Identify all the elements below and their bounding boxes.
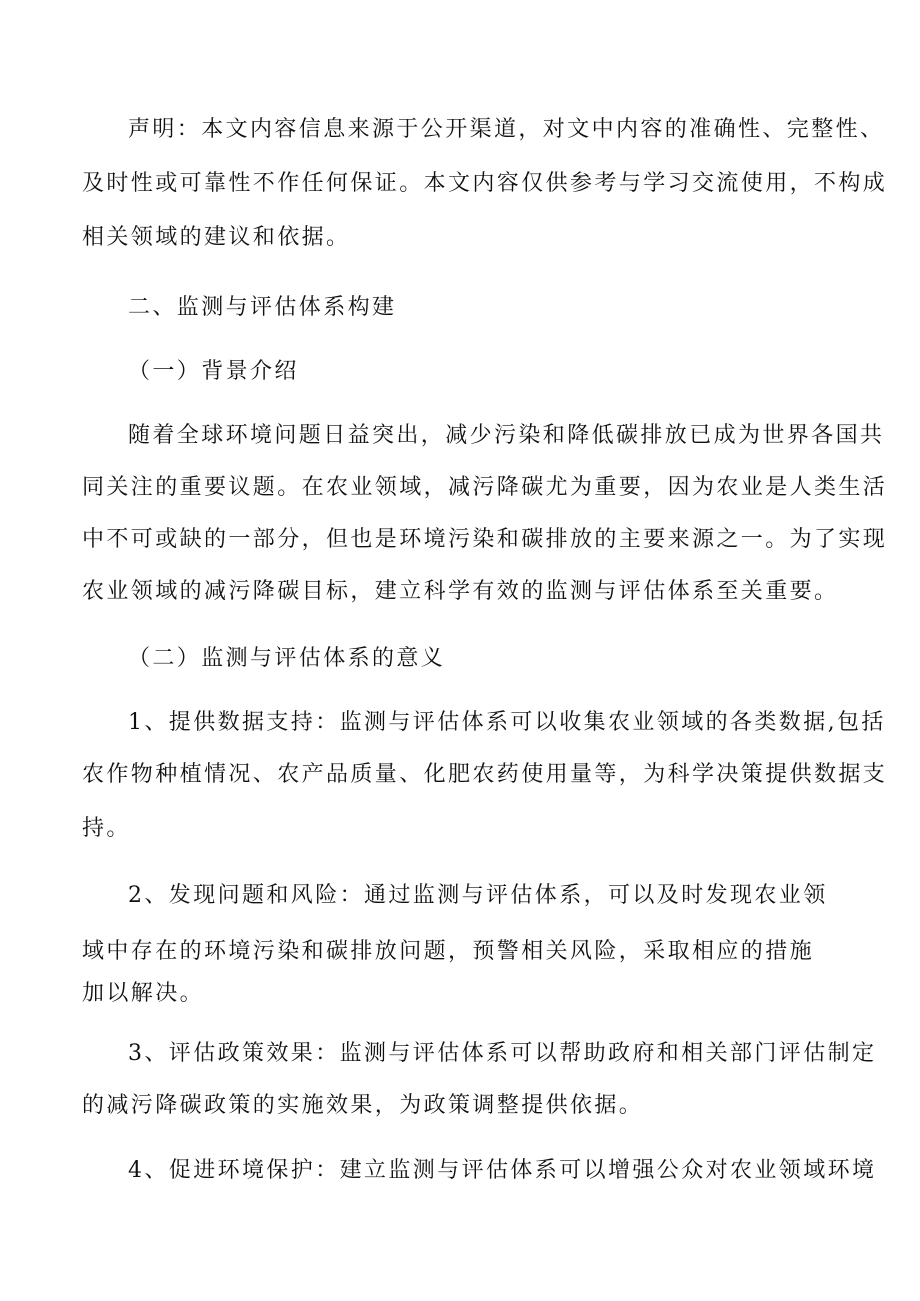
disclaimer-line: 及时性或可靠性不作任何保证。本文内容仅供参考与学习交流使用，不构成: [82, 171, 888, 196]
paragraph-line: 农业领域的减污降碳目标，建立科学有效的监测与评估体系至关重要。: [82, 579, 839, 604]
paragraph-line: 随着全球环境问题日益突出，减少污染和降低碳排放已成为世界各国共: [128, 423, 885, 448]
list-item-line: 域中存在的环境污染和碳排放问题，预警相关风险，采取相应的措施: [82, 939, 815, 964]
paragraph-line: 中不可或缺的一部分，但也是环境污染和碳排放的主要来源之一。为了实现: [82, 527, 888, 552]
list-item-line: 2、发现问题和风险：通过监测与评估体系，可以及时发现农业领: [128, 883, 828, 908]
disclaimer-line: 相关领域的建议和依据。: [82, 225, 351, 250]
section-heading: 二、监测与评估体系构建: [128, 295, 397, 320]
list-item-line: 加以解决。: [82, 981, 205, 1006]
paragraph-line: 同关注的重要议题。在农业领域，减污降碳尤为重要，因为农业是人类生活: [82, 475, 888, 500]
subsection-heading: （一）背景介绍: [128, 359, 299, 384]
list-item-line: 持。: [82, 816, 131, 841]
list-item-line: 4、促进环境保护：建立监测与评估体系可以增强公众对农业领域环境: [128, 1158, 877, 1183]
subsection-heading: （二）监测与评估体系的意义: [128, 646, 446, 671]
list-item-line: 1、提供数据支持：监测与评估体系可以收集农业领域的各类数据,包括: [128, 710, 886, 735]
list-item-line: 农作物种植情况、农产品质量、化肥农药使用量等，为科学决策提供数据支: [82, 762, 888, 787]
list-item-line: 的减污降碳政策的实施效果，为政策调整提供依据。: [82, 1093, 644, 1118]
list-item-line: 3、评估政策效果：监测与评估体系可以帮助政府和相关部门评估制定: [128, 1041, 877, 1066]
disclaimer-line: 声明：本文内容信息来源于公开渠道，对文中内容的准确性、完整性、: [128, 117, 885, 142]
